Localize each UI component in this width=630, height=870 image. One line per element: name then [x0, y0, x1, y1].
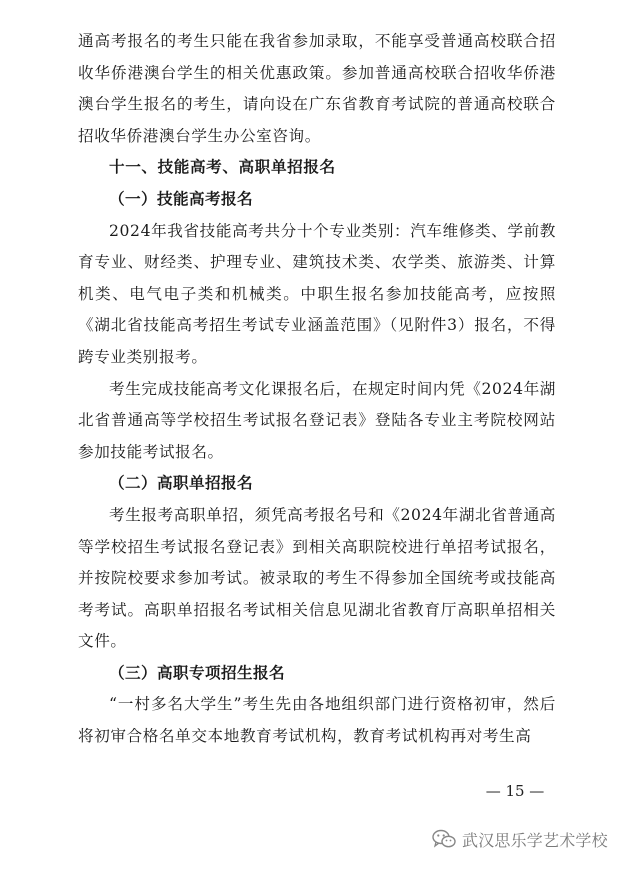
page-number: — 15 —	[485, 782, 545, 800]
paragraph-single-enrollment: 考生报考高职单招，须凭高考报名号和《2024年湖北省普通高等学校招生考试报名登记表》到相关高职院校进行单招考试报名，并按院校要求参加考试。被录取的考生不得参加全国统考或技能高考考试。高职单招报名考试相关信息见湖北省教育厅高职单招相关文件。	[78, 505, 556, 651]
subsection-heading-special-enrollment: （三）高职专项招生报名	[109, 663, 285, 682]
watermark	[432, 826, 608, 852]
document-body	[78, 26, 556, 753]
subsection-heading-single-enrollment: （二）高职单招报名	[109, 474, 253, 493]
paragraph-continuation: 通高考报名的考生只能在我省参加录取，不能享受普通高校联合招收华侨港澳台学生的相关优惠政策。参加普通高校联合招收华侨港澳台学生报名的考生，请向设在广东省教育考试院的普通高校联合招收华侨港澳台学生办公室咨询。	[78, 32, 556, 145]
paragraph-skills-registration: 考生完成技能高考文化课报名后，在规定时间内凭《2024年湖北省普通高等学校招生考试报名登记表》登陆各专业主考院校网站参加技能考试报名。	[78, 379, 556, 461]
section-heading: 十一、技能高考、高职单招报名	[109, 158, 336, 177]
subsection-heading-skills-exam: （一）技能高考报名	[109, 189, 253, 208]
paragraph-special-enrollment: “一村多名大学生”考生先由各地组织部门进行资格初审，然后将初审合格名单交本地教育考试机构，教育考试机构再对考生高	[78, 695, 556, 746]
wechat-icon	[432, 829, 456, 849]
watermark-text: 武汉思乐学艺术学校	[462, 830, 608, 850]
paragraph-skills-categories: 2024年我省技能高考共分十个专业类别：汽车维修类、学前教育专业、财经类、护理专业、建筑技术类、农学类、旅游类、计算机类、电气电子类和机械类。中职生报名参加技能高考，应按照《湖北省技能高考招生考试专业涵盖范围》（见附件3）报名，不得跨专业类别报考。	[78, 221, 556, 366]
